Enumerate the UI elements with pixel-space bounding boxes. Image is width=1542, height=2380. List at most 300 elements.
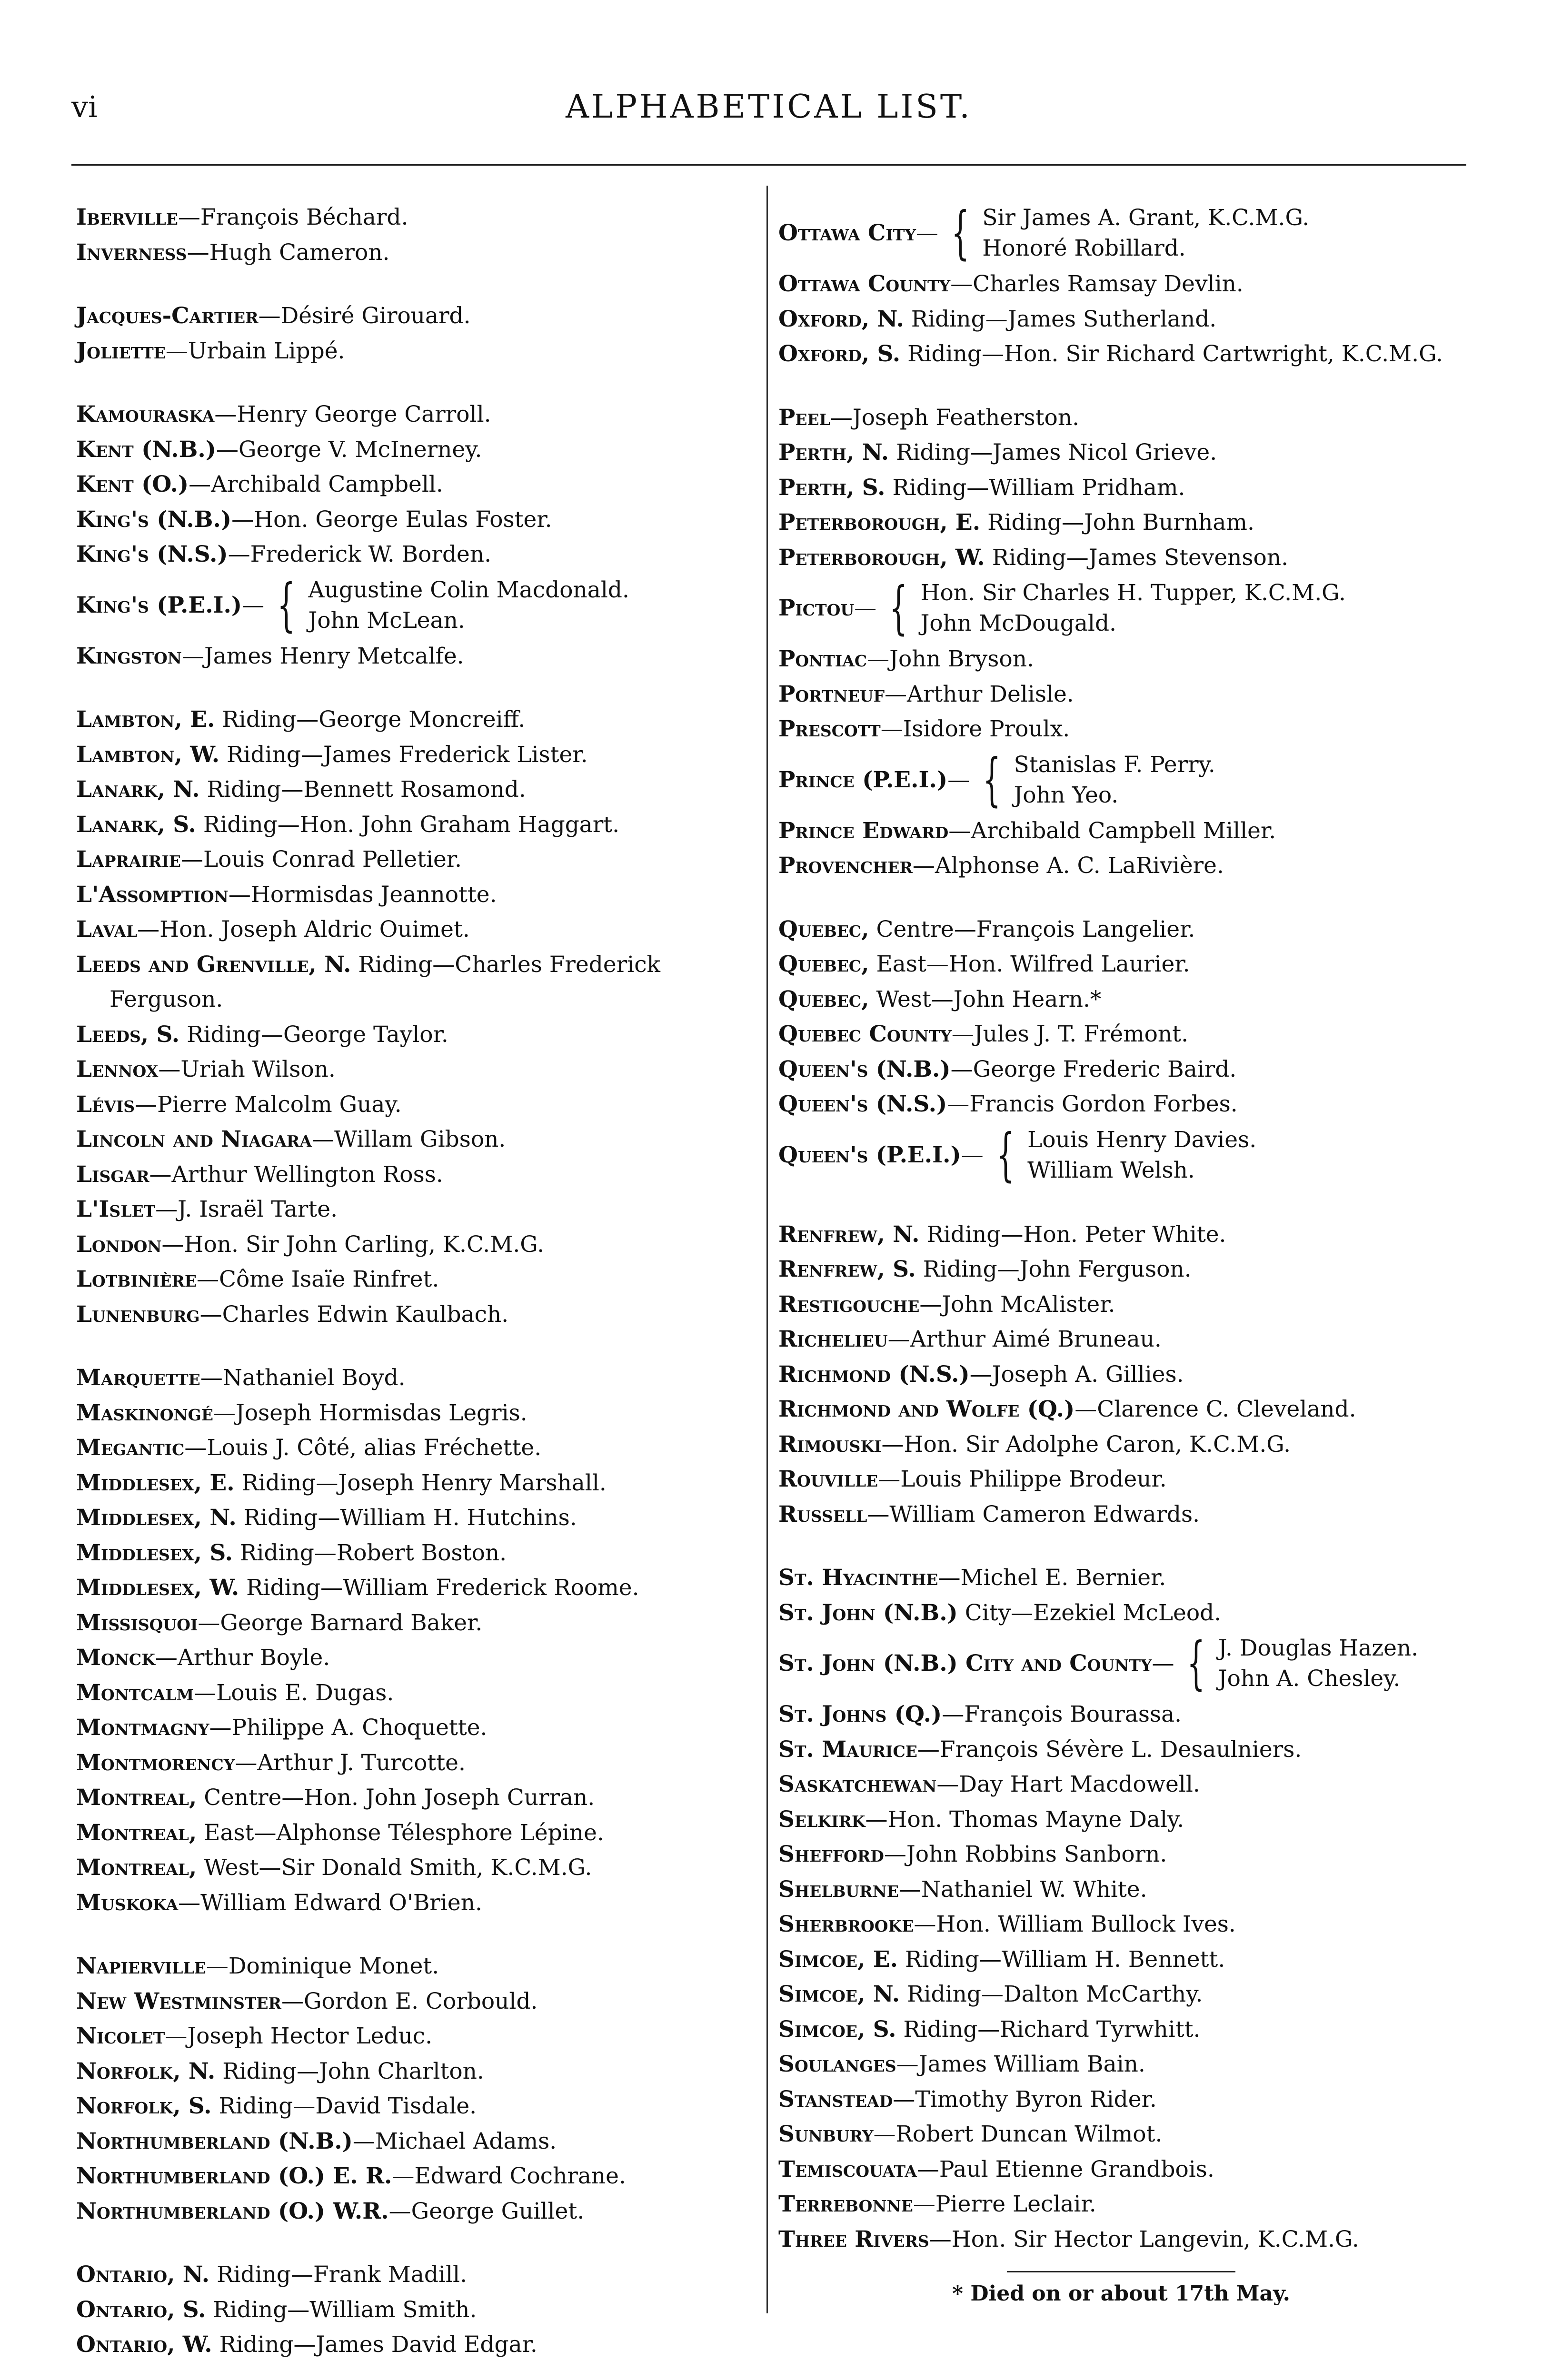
constituency-entry — [778, 302, 1464, 337]
constituency-entry — [778, 947, 1464, 982]
constituency-entry — [778, 1287, 1464, 1322]
constituency-name: Pontiac — [778, 646, 867, 672]
constituency-name: Lunenburg — [76, 1301, 200, 1328]
separator — [219, 742, 227, 768]
member-name: Riding—James Nicol Grieve. — [896, 439, 1217, 466]
member-name: Arthur Aimé Bruneau. — [910, 1326, 1162, 1352]
separator: — — [392, 2163, 415, 2189]
separator — [197, 1854, 204, 1881]
constituency-entry — [778, 1767, 1464, 1802]
constituency-entry — [778, 2082, 1464, 2117]
separator: — — [187, 239, 209, 266]
separator — [900, 341, 907, 367]
constituency-entry — [778, 470, 1464, 506]
member-list — [982, 203, 1309, 264]
constituency-name: St. Maurice — [778, 1736, 917, 1763]
brace-icon: { — [1187, 1630, 1205, 1696]
constituency-name: Kent (O.) — [76, 471, 189, 497]
footnote: * Died on or about 17th May. — [952, 2281, 1290, 2306]
section-gap — [76, 2229, 752, 2257]
separator: — — [135, 1091, 158, 1118]
constituency-name: Ontario, N. — [76, 2261, 210, 2288]
constituency-name: Queen's (N.S.) — [778, 1091, 947, 1117]
separator — [239, 1575, 246, 1601]
constituency-name: Oxford, S. — [778, 341, 901, 367]
constituency-entry — [778, 1322, 1464, 1357]
constituency-name: Quebec, — [778, 916, 869, 942]
constituency-name: Lincoln and Niagara — [76, 1126, 312, 1152]
constituency-name: Queen's (N.B.) — [778, 1056, 951, 1082]
member-name: John McDougald. — [920, 610, 1116, 636]
constituency-name: Soulanges — [778, 2051, 896, 2077]
member-name: Riding—Hon. John Graham Haggart. — [203, 811, 620, 838]
constituency-name: Stanstead — [778, 2086, 893, 2112]
constituency-entry — [76, 1815, 752, 1851]
constituency-entry — [76, 1466, 752, 1501]
member-name: Hon. Thomas Mayne Daly. — [887, 1806, 1184, 1833]
separator: — — [155, 1645, 178, 1671]
separator — [196, 812, 203, 838]
constituency-entry — [76, 1570, 752, 1606]
section-gap — [76, 368, 752, 397]
separator — [869, 951, 876, 977]
separator: — — [197, 1266, 219, 1292]
constituency-entry — [778, 848, 1464, 883]
member-name: Sir James A. Grant, K.C.M.G. — [982, 205, 1310, 231]
page-header — [71, 83, 1466, 136]
member-name: John Yeo. — [1014, 782, 1119, 808]
constituency-name: Maskinongé — [76, 1399, 213, 1426]
constituency-name: Middlesex, N. — [76, 1505, 237, 1531]
separator — [904, 306, 911, 332]
constituency-entry — [778, 1052, 1464, 1087]
member-name: Louis Conrad Pelletier. — [203, 846, 462, 873]
member-name: Paul Etienne Grandbois. — [939, 2156, 1214, 2182]
separator: — — [137, 916, 160, 942]
constituency-entry — [76, 334, 752, 369]
member-list — [308, 575, 629, 636]
separator: — — [919, 1291, 942, 1318]
constituency-name: St. John (N.B.) City and County — [778, 1650, 1152, 1676]
member-name: Francis Gordon Forbes. — [969, 1091, 1238, 1117]
separator: — — [873, 2121, 896, 2147]
member-name: Archibald Campbell Miller. — [971, 817, 1276, 844]
constituency-entry — [76, 702, 752, 737]
member-name: Hon. Sir John Carling, K.C.M.G. — [184, 1231, 545, 1258]
member-name: Riding—William H. Bennett. — [905, 1946, 1225, 1973]
member-name: East—Hon. Wilfred Laurier. — [876, 951, 1190, 977]
separator: — — [942, 1701, 965, 1727]
constituency-name: Portneuf — [778, 681, 885, 707]
constituency-entry — [76, 1227, 752, 1262]
separator: — — [281, 1988, 304, 2014]
member-name: Clarence C. Cleveland. — [1097, 1396, 1356, 1422]
constituency-entry-group — [778, 1630, 1464, 1696]
constituency-entry — [778, 1462, 1464, 1497]
member-name: J. Israël Tarte. — [178, 1196, 338, 1222]
constituency-entry — [76, 772, 752, 807]
member-name: Robert Duncan Wilmot. — [895, 2121, 1163, 2147]
separator: — — [893, 2086, 915, 2112]
constituency-name: Renfrew, S. — [778, 1256, 916, 1282]
section-gap — [76, 1332, 752, 1360]
constituency-name: Montmagny — [76, 1715, 209, 1741]
member-name: Arthur Boyle. — [177, 1645, 330, 1671]
member-name: Riding—James Sutherland. — [911, 306, 1217, 332]
separator: — — [929, 2226, 952, 2252]
member-list — [920, 578, 1346, 639]
constituency-entry — [76, 639, 752, 674]
constituency-name: Muskoka — [76, 1889, 179, 1916]
member-name: Edward Cochrane. — [414, 2163, 626, 2189]
member-name: Frederick W. Borden. — [250, 541, 492, 567]
member-name: Joseph Featherston. — [852, 404, 1080, 431]
constituency-name: Simcoe, N. — [778, 1981, 900, 2007]
member-name: William Edward O'Brien. — [200, 1889, 482, 1916]
separator: — — [155, 1196, 178, 1222]
member-name: Arthur Wellington Ross. — [171, 1161, 443, 1188]
constituency-name: Lanark, N. — [76, 776, 200, 803]
member-name: Dominique Monet. — [228, 1953, 439, 1979]
constituency-name: Northumberland (O.) W.R. — [76, 2198, 389, 2224]
member-name: Philippe A. Choquette. — [231, 1715, 487, 1741]
constituency-entry — [76, 1640, 752, 1676]
separator: — — [880, 716, 903, 742]
constituency-name: Inverness — [76, 239, 187, 266]
constituency-entry — [778, 2222, 1464, 2257]
member-name: Riding—William Frederick Roome. — [246, 1575, 639, 1601]
constituency-name: Lévis — [76, 1091, 135, 1118]
member-name: Augustine Colin Macdonald. — [308, 576, 629, 603]
constituency-name: Missisquoi — [76, 1609, 198, 1636]
member-name: Riding—Charles Frederick Ferguson. — [109, 951, 661, 1012]
separator: — — [180, 846, 203, 873]
constituency-entry — [778, 1942, 1464, 1977]
member-name: Riding—Robert Boston. — [239, 1539, 507, 1566]
member-name: Archibald Campbell. — [211, 471, 443, 497]
constituency-name: Kamouraska — [76, 401, 215, 427]
separator — [215, 2058, 222, 2084]
section-gap — [778, 883, 1464, 912]
constituency-entry — [76, 432, 752, 467]
constituency-name: Shefford — [778, 1841, 884, 1867]
member-name: Riding—John Ferguson. — [923, 1256, 1192, 1282]
member-name: Michel E. Bernier. — [960, 1565, 1166, 1591]
separator: — — [161, 1231, 184, 1258]
member-name: City—Ezekiel McLeod. — [965, 1599, 1222, 1626]
constituency-entry — [76, 537, 752, 572]
brace-icon: { — [277, 572, 296, 638]
constituency-entry — [778, 2187, 1464, 2222]
member-name: Henry George Carroll. — [237, 401, 491, 427]
brace-icon: { — [889, 575, 908, 641]
separator: — — [235, 1749, 258, 1776]
member-name: Riding—James Stevenson. — [992, 544, 1289, 571]
constituency-name: Ontario, S. — [76, 2296, 206, 2323]
member-name: Riding—William Smith. — [213, 2296, 477, 2323]
constituency-name: Laprairie — [76, 846, 181, 873]
member-name: John A. Chesley. — [1218, 1666, 1401, 1692]
separator: — — [198, 1609, 220, 1636]
separator: — — [216, 436, 239, 463]
constituency-name: Queen's (P.E.I.) — [778, 1141, 961, 1168]
header-rule — [71, 164, 1466, 166]
separator: — — [228, 541, 250, 567]
constituency-entry — [76, 1745, 752, 1781]
constituency-entry — [76, 1157, 752, 1192]
constituency-entry — [778, 2117, 1464, 2152]
constituency-entry — [778, 1977, 1464, 2012]
constituency-entry — [778, 912, 1464, 947]
constituency-name: Napierville — [76, 1953, 206, 1979]
constituency-entry — [76, 2292, 752, 2328]
constituency-entry — [76, 2124, 752, 2159]
separator — [197, 1820, 204, 1846]
separator: — — [867, 1501, 890, 1527]
separator — [237, 1505, 244, 1531]
member-name: François Bourassa. — [964, 1701, 1182, 1727]
constituency-entry — [76, 1536, 752, 1571]
member-name: François Sévère L. Desaulniers. — [939, 1736, 1302, 1763]
constituency-name: King's (P.E.I.) — [76, 592, 242, 618]
separator: — — [938, 1565, 961, 1591]
constituency-entry — [76, 2257, 752, 2292]
member-name: J. Douglas Hazen. — [1218, 1635, 1419, 1661]
dash-separator: — — [961, 1141, 984, 1168]
separator: — — [950, 271, 973, 297]
constituency-entry — [778, 1872, 1464, 1907]
separator: — — [200, 1365, 223, 1391]
separator: — — [917, 1736, 940, 1763]
constituency-entry — [778, 1837, 1464, 1872]
member-name: Hon. Sir Hector Langevin, K.C.M.G. — [951, 2226, 1359, 2252]
constituency-entry — [76, 397, 752, 432]
member-name: Hon. William Bullock Ives. — [936, 1911, 1236, 1937]
separator — [889, 439, 896, 466]
separator: — — [194, 1679, 217, 1706]
constituency-name: Three Rivers — [778, 2226, 929, 2252]
member-name: Day Hart Macdowell. — [959, 1771, 1200, 1797]
separator: — — [178, 1889, 201, 1916]
member-name: Urbain Lippé. — [188, 337, 345, 364]
constituency-entry — [76, 1885, 752, 1921]
dash-separator: — — [947, 766, 970, 793]
constituency-name: Jacques-Cartier — [76, 303, 259, 329]
member-name: Louis E. Dugas. — [216, 1679, 394, 1706]
constituency-entry — [76, 1780, 752, 1815]
constituency-entry — [76, 235, 752, 270]
separator: — — [311, 1126, 334, 1152]
member-list — [1027, 1125, 1256, 1186]
constituency-name: Montreal, — [76, 1854, 197, 1881]
member-name: Riding—George Moncreiff. — [222, 706, 526, 733]
separator: — — [914, 1911, 936, 1937]
member-name: Riding—Joseph Henry Marshall. — [241, 1469, 607, 1496]
member-name: John Robbins Sanborn. — [906, 1841, 1167, 1867]
separator — [200, 776, 207, 803]
member-name: Riding—Bennett Rosamond. — [207, 776, 526, 803]
member-name: Riding—Richard Tyrwhitt. — [903, 2016, 1201, 2043]
constituency-name: Lotbinière — [76, 1266, 197, 1292]
constituency-name: Lambton, W. — [76, 741, 220, 768]
member-name: Centre—Hon. John Joseph Curran. — [204, 1785, 595, 1811]
separator: — — [213, 1399, 236, 1426]
section-gap — [76, 1920, 752, 1949]
constituency-entry — [778, 1017, 1464, 1052]
separator — [898, 1946, 905, 1973]
constituency-entry — [76, 1052, 752, 1087]
separator: — — [950, 1056, 973, 1082]
constituency-entry — [76, 2054, 752, 2089]
constituency-name: Simcoe, E. — [778, 1946, 898, 1973]
constituency-entry — [76, 912, 752, 947]
member-name: Joseph Hormisdas Legris. — [236, 1399, 527, 1426]
separator — [916, 1256, 923, 1282]
constituency-name: Russell — [778, 1501, 867, 1527]
member-name: Riding—Hon. Peter White. — [926, 1221, 1226, 1248]
member-name: Joseph Hector Leduc. — [187, 2023, 433, 2049]
member-name: Hugh Cameron. — [209, 239, 390, 266]
separator: — — [887, 1326, 910, 1352]
constituency-entry — [778, 1596, 1464, 1631]
member-name: Willam Gibson. — [334, 1126, 506, 1152]
separator — [206, 2297, 213, 2323]
constituency-name: Prince (P.E.I.) — [778, 766, 948, 793]
separator: — — [165, 337, 188, 364]
member-name: West—Sir Donald Smith, K.C.M.G. — [204, 1854, 592, 1881]
separator: — — [214, 401, 237, 427]
constituency-name: Ontario, W. — [76, 2331, 212, 2358]
separator — [869, 916, 876, 942]
separator: — — [388, 2198, 411, 2224]
constituency-name: Quebec County — [778, 1021, 952, 1047]
constituency-entry — [76, 1262, 752, 1297]
separator: — — [209, 1715, 232, 1741]
member-name: Riding—Dalton McCarthy. — [907, 1981, 1203, 2007]
constituency-entry-group — [778, 200, 1464, 266]
separator — [209, 2261, 217, 2288]
constituency-name: Kingston — [76, 643, 182, 669]
dash-separator: — — [915, 220, 938, 246]
section-gap — [76, 270, 752, 298]
member-name: Pierre Leclair. — [935, 2191, 1096, 2217]
constituency-entry — [76, 1850, 752, 1885]
constituency-name: Joliette — [76, 337, 166, 364]
member-name: Charles Ramsay Devlin. — [973, 271, 1244, 297]
constituency-entry-group — [76, 572, 752, 638]
dash-separator: — — [854, 595, 877, 621]
member-name: James Henry Metcalfe. — [204, 643, 464, 669]
constituency-entry — [76, 1676, 752, 1711]
separator: — — [951, 1021, 974, 1047]
constituency-entry — [76, 737, 752, 773]
constituency-name: Marquette — [76, 1365, 200, 1391]
member-name: West—John Hearn.* — [876, 986, 1102, 1012]
separator: — — [158, 1056, 181, 1082]
constituency-name: New Westminster — [76, 1988, 281, 2014]
constituency-entry — [778, 1087, 1464, 1122]
constituency-entry — [778, 1427, 1464, 1462]
brace-icon: { — [951, 200, 970, 266]
constituency-name: Monck — [76, 1645, 155, 1671]
section-gap — [778, 1189, 1464, 1217]
member-name: Michael Adams. — [375, 2128, 557, 2154]
constituency-name: Nicolet — [76, 2023, 165, 2049]
separator — [212, 2093, 219, 2119]
member-name: Uriah Wilson. — [180, 1056, 336, 1082]
constituency-entry — [76, 1017, 752, 1052]
member-name: John Bryson. — [889, 646, 1034, 672]
constituency-entry — [76, 1192, 752, 1227]
separator: — — [896, 2051, 919, 2077]
separator: — — [228, 881, 251, 908]
constituency-entry — [76, 947, 752, 1017]
constituency-entry-group — [778, 1121, 1464, 1188]
constituency-name: St. Johns (Q.) — [778, 1701, 942, 1727]
constituency-entry — [778, 642, 1464, 677]
separator: — — [947, 1091, 970, 1117]
member-name: Arthur J. Turcotte. — [257, 1749, 466, 1776]
separator: — — [948, 817, 971, 844]
constituency-name: Laval — [76, 916, 138, 942]
member-name: Arthur Delisle. — [907, 681, 1074, 707]
section-gap — [76, 674, 752, 702]
dash-separator: — — [1152, 1650, 1174, 1676]
constituency-name: Ottawa City — [778, 220, 916, 246]
constituency-name: L'Islet — [76, 1196, 156, 1222]
constituency-name: St. Hyacinthe — [778, 1565, 938, 1591]
constituency-name: Leeds and Grenville, N. — [76, 951, 351, 978]
member-name: Louis Henry Davies. — [1027, 1126, 1257, 1153]
separator — [920, 1221, 927, 1248]
constituency-entry — [778, 1697, 1464, 1732]
constituency-entry — [778, 1802, 1464, 1837]
constituency-entry — [778, 267, 1464, 302]
separator: — — [885, 681, 907, 707]
separator: — — [165, 2023, 188, 2049]
constituency-name: L'Assomption — [76, 881, 229, 908]
constituency-name: Montreal, — [76, 1785, 197, 1811]
constituency-name: Sherbrooke — [778, 1911, 914, 1937]
separator: — — [181, 643, 204, 669]
constituency-name: St. John (N.B.) — [778, 1599, 958, 1626]
member-list — [1014, 750, 1215, 811]
member-name: George V. McInerney. — [238, 436, 482, 463]
constituency-name: Provencher — [778, 853, 913, 879]
constituency-name: Selkirk — [778, 1806, 866, 1833]
right-column — [778, 200, 1464, 2311]
constituency-name: Rouville — [778, 1466, 878, 1492]
constituency-entry — [778, 1907, 1464, 1942]
constituency-name: Montmorency — [76, 1749, 235, 1776]
member-name: Riding—William Pridham. — [892, 474, 1185, 501]
constituency-name: Shelburne — [778, 1876, 899, 1903]
member-name: Nathaniel W. White. — [921, 1876, 1147, 1903]
separator: — — [913, 2191, 935, 2217]
separator: — — [184, 1435, 207, 1461]
constituency-entry — [76, 1122, 752, 1157]
constituency-entry — [76, 1087, 752, 1122]
separator: — — [830, 404, 853, 431]
constituency-name: Restigouche — [778, 1291, 920, 1318]
separator — [980, 509, 987, 536]
separator — [215, 706, 222, 733]
constituency-entry — [76, 200, 752, 235]
separator: — — [199, 1301, 222, 1328]
constituency-name: Peterborough, E. — [778, 509, 981, 536]
separator: — — [969, 1361, 992, 1388]
member-name: Hormisdas Jeannotte. — [250, 881, 497, 908]
